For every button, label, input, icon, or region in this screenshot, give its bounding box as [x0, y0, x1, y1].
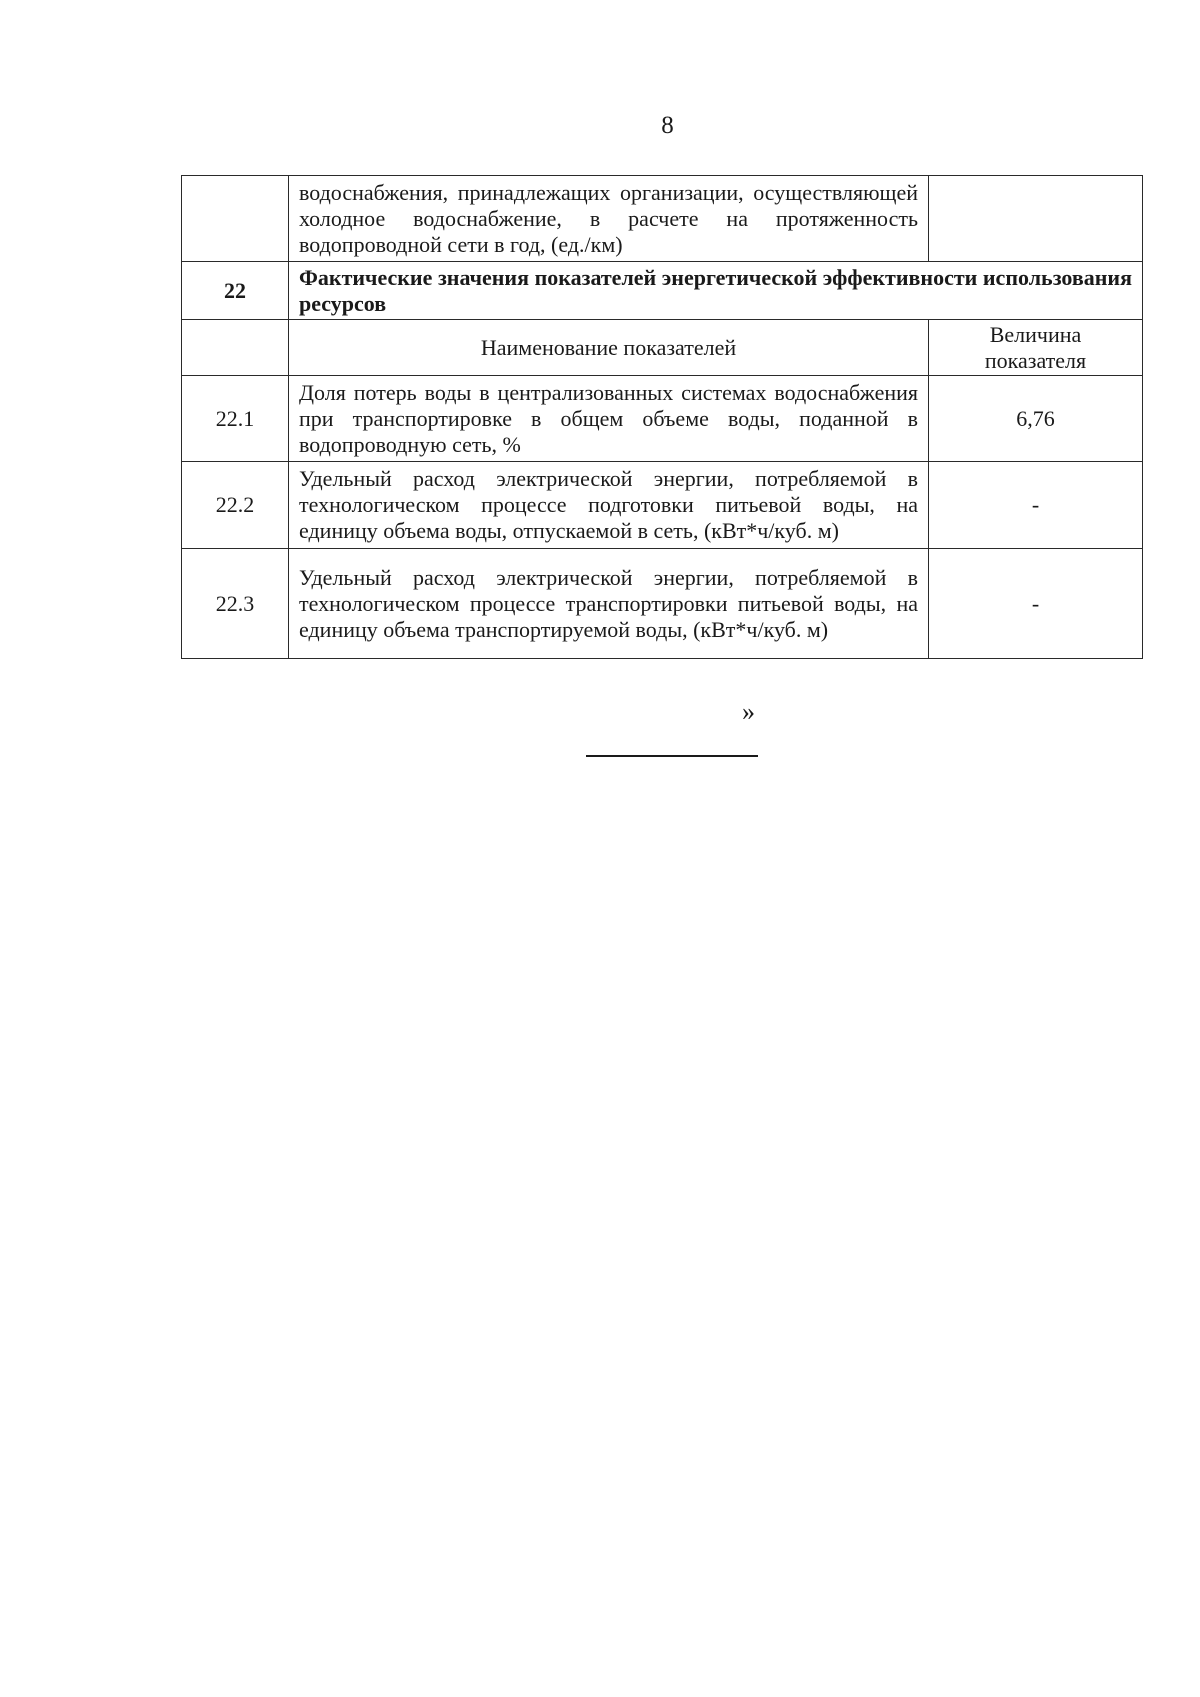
row-number-cell: 22.2 [182, 462, 289, 549]
indicator-value-cell [929, 176, 1143, 262]
row-number-cell [182, 176, 289, 262]
end-divider [586, 755, 758, 757]
header-value-cell: Величина показателя [929, 320, 1143, 376]
closing-quote: » [742, 697, 755, 726]
indicator-name-cell: Доля потерь воды в централизованных системах водоснабжения при транспортировке в общем объеме воды, поданной в водопроводную сеть, % [289, 376, 929, 462]
section-title: Фактические значения показателей энергетической эффективности использования ресурсов [289, 262, 1143, 320]
table-row [182, 462, 1143, 549]
table-row [182, 376, 1143, 462]
indicators-table [181, 175, 1143, 659]
indicator-value-cell: 6,76 [929, 376, 1143, 462]
indicator-value-cell: - [929, 462, 1143, 549]
table-row-continuation [182, 176, 1143, 262]
section-number: 22 [182, 262, 289, 320]
table-header-row [182, 320, 1143, 376]
indicator-value-cell: - [929, 549, 1143, 659]
indicator-name-cell: Удельный расход электрической энергии, потребляемой в технологическом процессе транспортировки питьевой воды, на единицу объема транспортируемой воды, (кВт*ч/куб. м) [289, 549, 929, 659]
header-name-cell: Наименование показателей [289, 320, 929, 376]
page-number: 8 [661, 112, 674, 139]
indicator-name-cell: Удельный расход электрической энергии, потребляемой в технологическом процессе подготовки питьевой воды, на единицу объема воды, отпускаемой в сеть, (кВт*ч/куб. м) [289, 462, 929, 549]
row-number-cell: 22.3 [182, 549, 289, 659]
indicator-name-cell: водоснабжения, принадлежащих организации, осуществляющей холодное водоснабжение, в расчете на протяженность водопроводной сети в год, (ед./км) [289, 176, 929, 262]
table-row [182, 549, 1143, 659]
row-number-cell: 22.1 [182, 376, 289, 462]
section-row [182, 262, 1143, 320]
header-number-cell [182, 320, 289, 376]
